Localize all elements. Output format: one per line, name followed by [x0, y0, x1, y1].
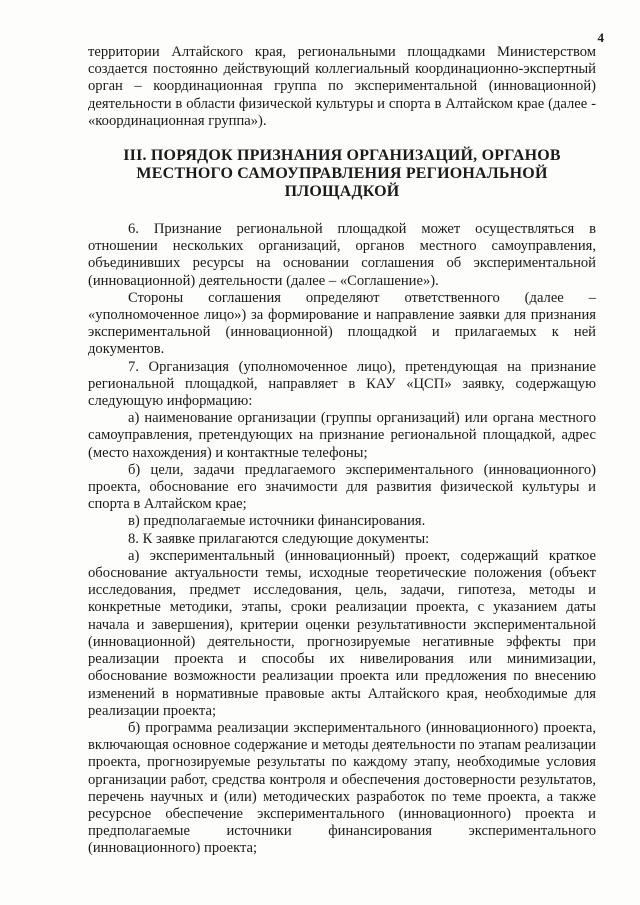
paragraph-item-7b: б) цели, задачи предлагаемого экспериментального (инновационного) проекта, обоснование его значимости для развития физической культуры и спорта в Алтайском крае; — [88, 461, 596, 513]
paragraph-item-7: 7. Организация (уполномоченное лицо), претендующая на признание региональной площадкой, направляет в КАУ «ЦСП» заявку, содержащую следующую информацию: — [88, 358, 596, 410]
paragraph-item-8b: б) программа реализации экспериментального (инновационного) проекта, включающая основное содержание и методы деятельности по этапам реализации проекта, прогнозируемые результаты по каждому этапу, необходимые условия организации работ, средства контроля и обеспечения достоверности результатов, перечень научных и (или) методических разработок по теме проекта, а также ресурсное обеспечение экспериментального (инновационного) проекта и предполагаемые источники финансирования экспериментального (инновационного) проекта; — [88, 719, 596, 857]
paragraph-continuation: территории Алтайского края, региональными площадками Министерством создается постоянно действующий коллегиальный координационно-экспертный орган – координационная группа по экспериментальной (инновационной) деятельности в области физической культуры и спорта в Алтайском крае (далее - «координационная группа»). — [88, 44, 596, 129]
paragraph-item-8: 8. К заявке прилагаются следующие документы: — [128, 530, 430, 547]
paragraph-item-8a: а) экспериментальный (инновационный) проект, содержащий краткое обоснование актуальности темы, исходные теоретические положения (объект исследования, предмет исследования, цель, задачи, гипотеза, методы и конкретные методики, этапы, сроки реализации проекта, с указанием даты начала и завершения), критерии оценки результативности экспериментальной (инновационной) деятельности, прогнозируемые негативные эффекты при реализации проекта и способы их нивелирования или минимизации, обоснование возможности реализации проекта или предложения по внесению изменений в нормативные правовые акты Алтайского края, необходимые для реализации проекта; — [88, 547, 596, 719]
paragraph-item-7a: а) наименование организации (группы организаций) или органа местного самоуправления, претендующих на признание региональной площадкой, адрес (место нахождения) и контактные телефоны; — [88, 410, 596, 461]
paragraph-parties: Стороны соглашения определяют ответственного (далее – «уполномоченное лицо») за формирование и направление заявки для признания экспериментальной (инновационной) площадкой и прилагаемых к ней документов. — [88, 289, 596, 358]
paragraph-item-7v: в) предполагаемые источники финансирования. — [128, 513, 426, 530]
paragraph-item-6: 6. Признание региональной площадкой может осуществляться в отношении нескольких организаций, органов местного самоуправления, объединивших ресурсы на основании соглашения об экспериментальной (инновационной) деятельности (далее – «Соглашение»). — [88, 221, 596, 289]
page-number: 4 — [597, 30, 604, 45]
document-body — [88, 44, 596, 858]
section-title: III. ПОРЯДОК ПРИЗНАНИЯ ОРГАНИЗАЦИЙ, ОРГАНОВ МЕСТНОГО САМОУПРАВЛЕНИЯ РЕГИОНАЛЬНОЙ ПЛОЩАДКОЙ — [123, 147, 561, 201]
